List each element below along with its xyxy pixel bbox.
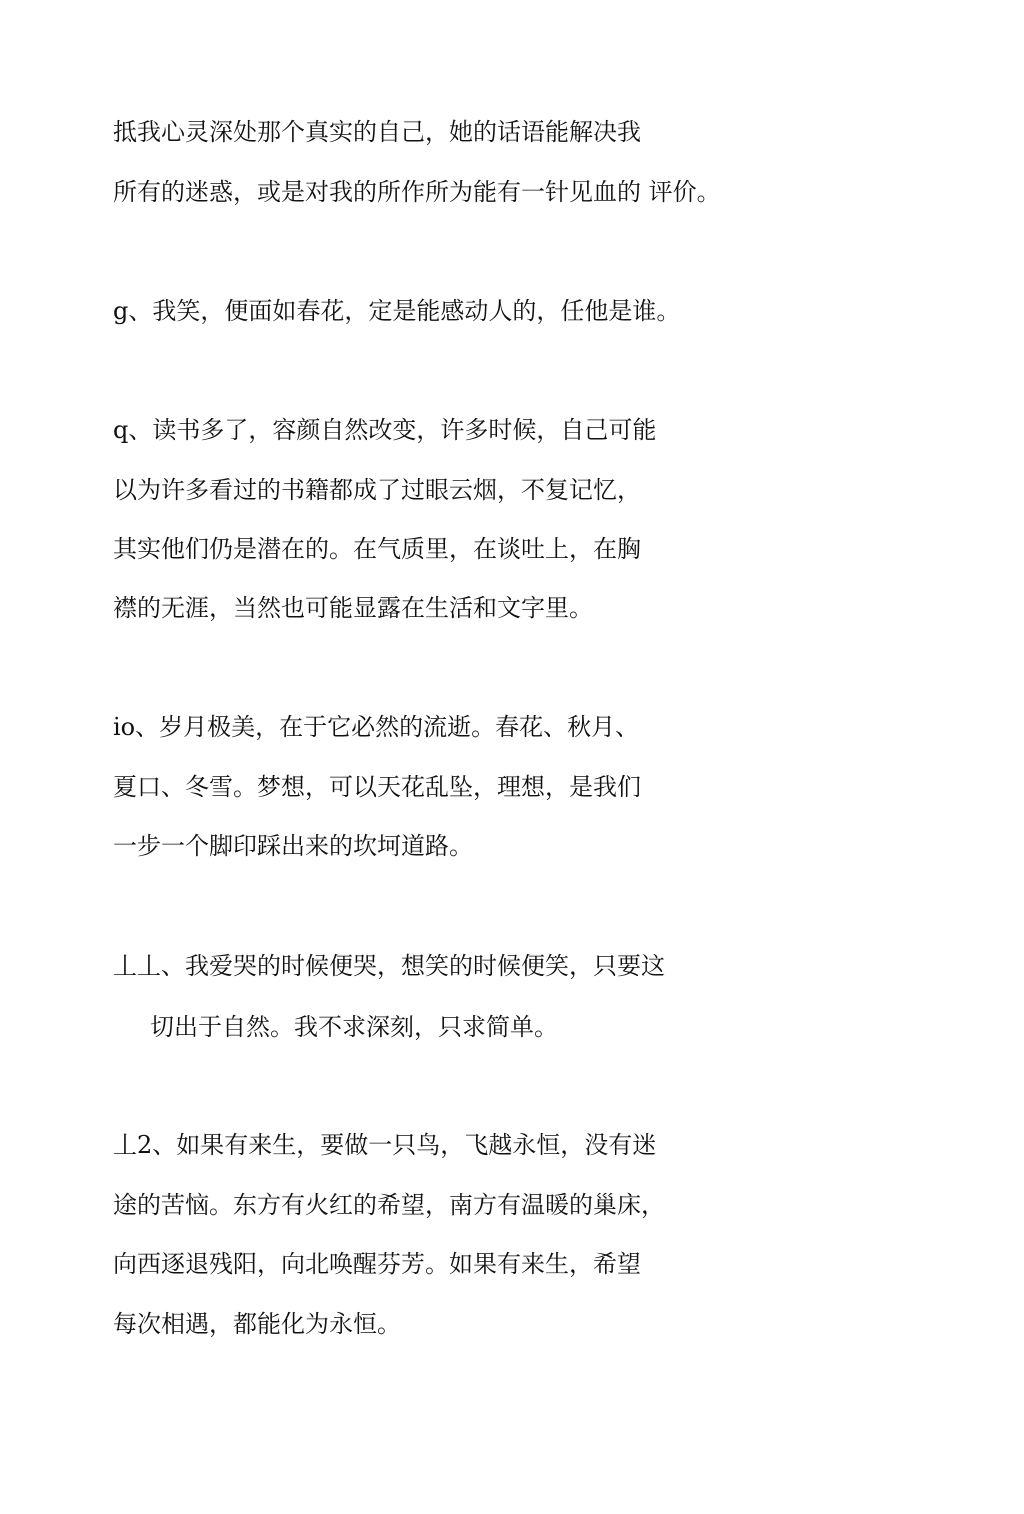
paragraph-1-line-1: 抵我心灵深处那个真实的自己，她的话语能解决我 (113, 118, 641, 146)
paragraph-6-line-1: 丄2、如果有来生，要做一只鸟，飞越永恒，没有迷 (113, 1131, 657, 1159)
paragraph-6-line-3: 向西逐退残阳，向北唤醒芬芳。如果有来生，希望 (113, 1250, 641, 1278)
paragraph-1-line-2: 所有的迷惑，或是对我的所作所为能有一针见血的 评价。 (113, 178, 721, 206)
paragraph-4-line-2: 夏口、冬雪。梦想，可以天花乱坠，理想，是我们 (113, 773, 641, 801)
paragraph-3-line-2: 以为许多看过的书籍都成了过眼云烟，不复记忆， (113, 476, 641, 504)
paragraph-6-line-2: 途的苦恼。东方有火红的希望，南方有温暖的巢床， (113, 1191, 665, 1219)
paragraph-4-line-3: 一步一个脚印踩出来的坎坷道路。 (113, 832, 473, 860)
paragraph-4-line-1: io、岁月极美，在于它必然的流逝。春花、秋月、 (113, 713, 640, 741)
paragraph-3-line-4: 襟的无涯，当然也可能显露在生活和文字里。 (113, 594, 593, 622)
paragraph-5-line-1: 丄丄、我爱哭的时候便哭，想笑的时候便笑，只要这 (113, 952, 665, 980)
paragraph-5-line-2: 切出于自然。我不求深刻，只求简单。 (150, 1013, 558, 1041)
paragraph-3-line-1: q、读书多了，容颜自然改变，许多时候，自己可能 (113, 416, 657, 444)
paragraph-3-line-3: 其实他们仍是潜在的。在气质里，在谈吐上，在胸 (113, 535, 641, 563)
paragraph-2-line-1: g、我笑，便面如春花，定是能感动人的，任他是谁。 (113, 297, 681, 325)
paragraph-6-line-4: 每次相遇，都能化为永恒。 (113, 1310, 401, 1338)
